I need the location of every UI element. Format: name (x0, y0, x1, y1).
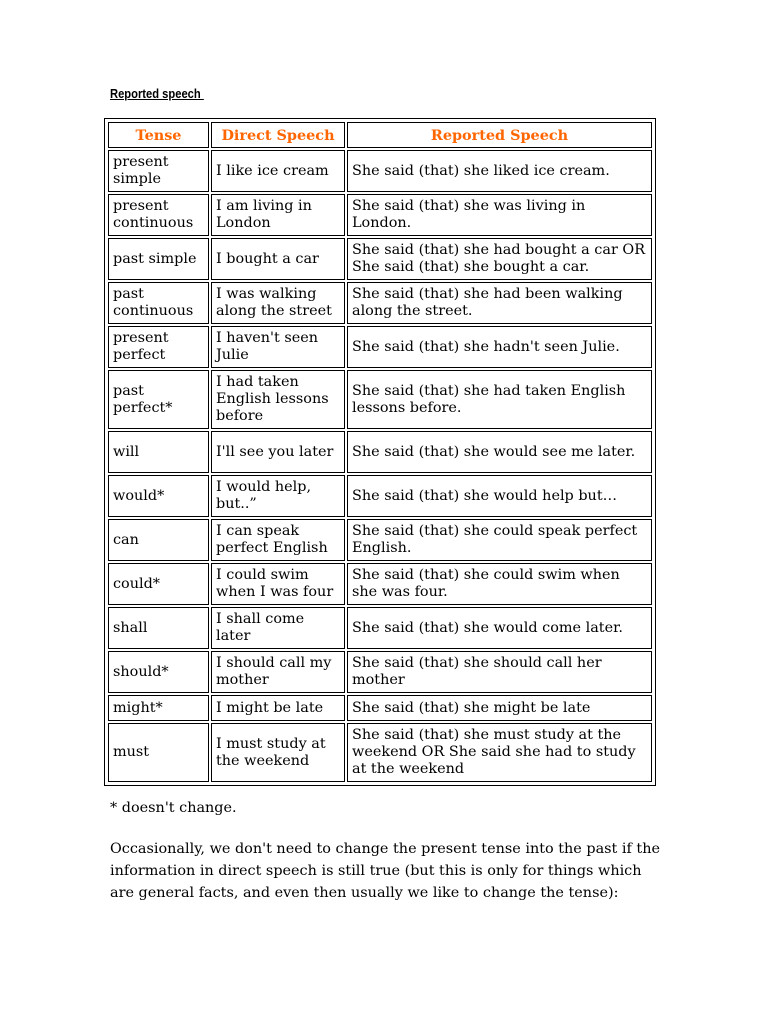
cell-direct: I had taken English lessons before (211, 370, 345, 429)
cell-direct: I bought a car (211, 238, 345, 280)
speech-table (106, 120, 654, 784)
table-row (108, 326, 652, 368)
cell-reported: She said (that) she had been walking along the street. (347, 282, 652, 324)
cell-tense: can (108, 519, 209, 561)
cell-direct: I like ice cream (211, 150, 345, 192)
cell-tense: might* (108, 695, 209, 721)
cell-reported: She said (that) she would see me later. (347, 431, 652, 473)
footnote: * doesn't change. (110, 800, 237, 816)
cell-reported: She said (that) she had taken English lessons before. (347, 370, 652, 429)
table-row (108, 651, 652, 693)
cell-direct: I'll see you later (211, 431, 345, 473)
cell-tense: shall (108, 607, 209, 649)
cell-direct: I am living in London (211, 194, 345, 236)
cell-reported: She said (that) she would help but… (347, 475, 652, 517)
table-row (108, 150, 652, 192)
cell-reported: She said (that) she could speak perfect English. (347, 519, 652, 561)
cell-reported: She said (that) she could swim when she was four. (347, 563, 652, 605)
table-row (108, 238, 652, 280)
cell-tense: present continuous (108, 194, 209, 236)
header-reported-speech: Reported Speech (347, 122, 652, 148)
cell-reported: She said (that) she was living in London. (347, 194, 652, 236)
cell-tense: past continuous (108, 282, 209, 324)
page-title: Reported speech (110, 86, 204, 101)
table-row (108, 723, 652, 782)
cell-direct: I was walking along the street (211, 282, 345, 324)
cell-reported: She said (that) she hadn't seen Julie. (347, 326, 652, 368)
table-row (108, 519, 652, 561)
table-row (108, 563, 652, 605)
cell-direct: I should call my mother (211, 651, 345, 693)
table-row (108, 695, 652, 721)
cell-direct: I would help, but..” (211, 475, 345, 517)
body-paragraph: Occasionally, we don't need to change the present tense into the past if the information in direct speech is still true (but this is only for things which are general facts, and even then usually we like to change the tense): (110, 841, 660, 901)
cell-reported: She said (that) she must study at the weekend OR She said she had to study at the weekend (347, 723, 652, 782)
cell-direct: I shall come later (211, 607, 345, 649)
cell-tense: would* (108, 475, 209, 517)
table-row (108, 282, 652, 324)
cell-tense: present perfect (108, 326, 209, 368)
cell-tense: could* (108, 563, 209, 605)
cell-direct: I haven't seen Julie (211, 326, 345, 368)
cell-direct: I can speak perfect English (211, 519, 345, 561)
cell-tense: past simple (108, 238, 209, 280)
cell-tense: present simple (108, 150, 209, 192)
cell-reported: She said (that) she would come later. (347, 607, 652, 649)
cell-reported: She said (that) she liked ice cream. (347, 150, 652, 192)
table-row (108, 370, 652, 429)
cell-tense: should* (108, 651, 209, 693)
table-row (108, 194, 652, 236)
cell-reported: She said (that) she had bought a car OR She said (that) she bought a car. (347, 238, 652, 280)
cell-reported: She said (that) she should call her mother (347, 651, 652, 693)
table-header-row (108, 122, 652, 148)
cell-tense: past perfect* (108, 370, 209, 429)
table-row (108, 431, 652, 473)
reported-speech-table (104, 118, 656, 786)
cell-tense: must (108, 723, 209, 782)
header-direct-speech: Direct Speech (211, 122, 345, 148)
table-row (108, 607, 652, 649)
table-row (108, 475, 652, 517)
cell-tense: will (108, 431, 209, 473)
cell-direct: I might be late (211, 695, 345, 721)
cell-direct: I must study at the weekend (211, 723, 345, 782)
cell-direct: I could swim when I was four (211, 563, 345, 605)
cell-reported: She said (that) she might be late (347, 695, 652, 721)
header-tense: Tense (108, 122, 209, 148)
